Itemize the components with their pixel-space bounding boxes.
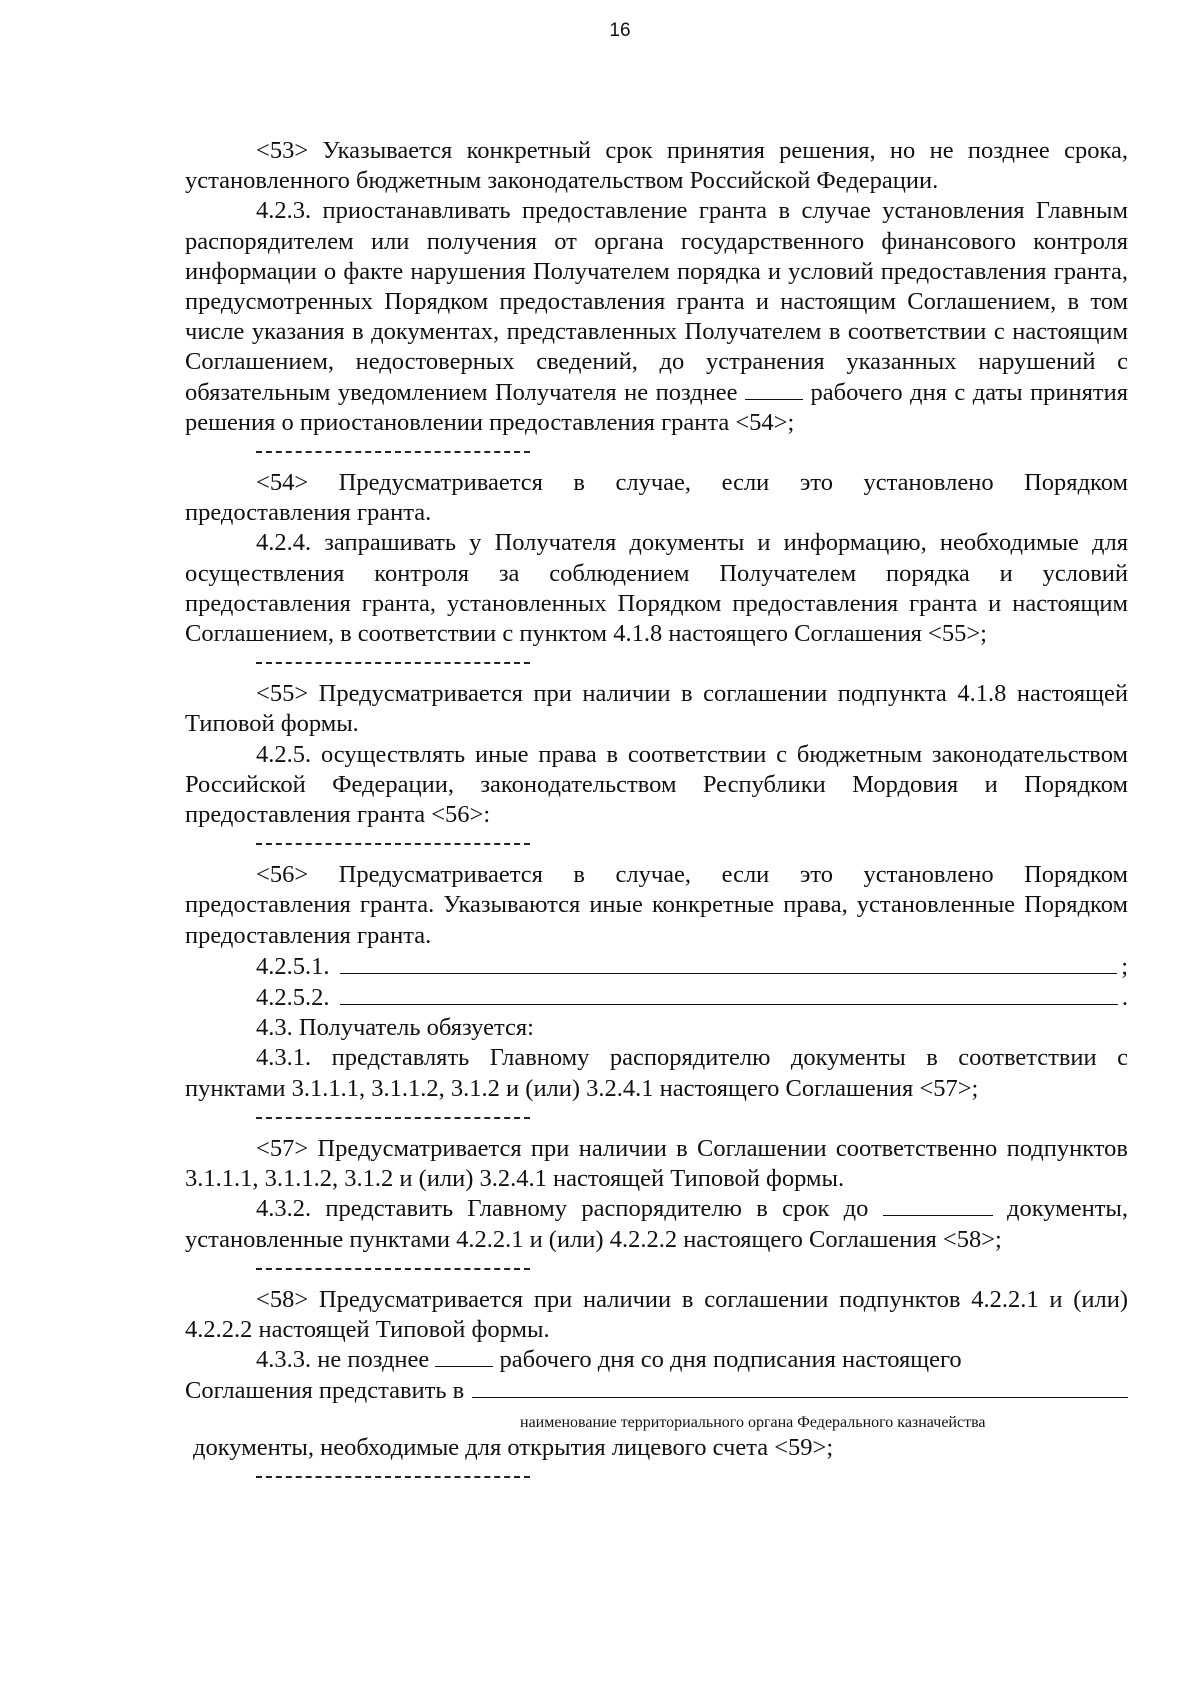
paragraph-text: 4.3. Получатель обязуется: — [256, 1014, 534, 1042]
paragraph — [185, 1013, 1128, 1043]
blank-line — [340, 982, 1118, 1005]
footnote-separator — [185, 1104, 1128, 1134]
blank-line — [472, 1375, 1128, 1398]
blank-field — [435, 1346, 493, 1367]
paragraph-text: <55> Предусматривается при наличии в соглашении подпункта 4.1.8 настоящей Типовой формы. — [185, 680, 1128, 738]
paragraph-text: <58> Предусматривается при наличии в соглашении подпунктов 4.2.2.1 и (или) 4.2.2.2 настоящей Типовой формы. — [185, 1285, 1128, 1343]
paragraph — [185, 468, 1128, 528]
paragraph-text-continued: рабочего дня с даты принятия решения о приостановлении предоставления гранта <54>; — [185, 378, 1129, 436]
paragraph — [185, 528, 1128, 649]
blank-line — [340, 951, 1118, 974]
paragraph — [185, 1345, 1128, 1375]
document-body — [185, 136, 1128, 1493]
footnote-separator — [185, 438, 1128, 468]
item-number: 4.2.5.1. — [256, 952, 330, 980]
paragraph — [185, 1043, 1128, 1103]
paragraph-text-continued: документы, установленные пунктами 4.2.2.1 и (или) 4.2.2.2 настоящего Соглашения <58>; — [185, 1195, 1128, 1253]
fill-line-item — [185, 982, 1128, 1013]
item-number: 4.2.5.2. — [256, 984, 330, 1012]
paragraph-text: 4.2.5. осуществлять иные права в соответствии с бюджетным законодательством Российской Федерации, законодательством Республики Мордовия и Порядком предоставления гранта <56>: — [185, 740, 1128, 829]
page-number: 16 — [609, 20, 631, 41]
paragraph-text: <57> Предусматривается при наличии в Соглашении соответственно подпунктов 3.1.1.1, 3.1.1.2, 3.1.2 и (или) 3.2.4.1 настоящей Типовой формы. — [185, 1134, 1128, 1193]
paragraph-text: 4.3.2. представить Главному распорядителю в срок до — [256, 1195, 883, 1223]
blank-field — [745, 379, 803, 400]
paragraph-text: <53> Указывается конкретный срок принятия решения, но не позднее срока, установленного бюджетным законодательством Российской Федерации. — [185, 137, 1128, 195]
paragraph — [185, 679, 1128, 739]
field-caption: наименование территориального органа Федерального казначейства — [520, 1413, 986, 1431]
paragraph-text: Соглашения представить в — [185, 1377, 465, 1405]
footnote-separator — [185, 649, 1128, 679]
footnote-separator — [185, 830, 1128, 860]
paragraph-text-continued: рабочего дня со дня подписания настоящего — [493, 1346, 962, 1374]
paragraph-text: 4.2.4. запрашивать у Получателя документы и информацию, необходимые для осуществления контроля за соблюдением Получателем порядка и условий предоставления гранта, установленных Порядком предоставления гранта и настоящим Соглашением, в соответствии с пунктом 4.1.8 настоящего Соглашения <55>; — [185, 529, 1128, 648]
line-end-punctuation: . — [1121, 984, 1128, 1012]
blank-field — [883, 1195, 993, 1216]
footnote-separator — [185, 1463, 1128, 1493]
paragraph — [185, 1194, 1128, 1254]
paragraph-text: <56> Предусматривается в случае, если это установлено Порядком предоставления гранта. Указываются иные конкретные права, установленные Порядком предоставления гранта. — [185, 861, 1128, 949]
fill-line-item — [185, 951, 1128, 982]
line-end-punctuation: ; — [1121, 952, 1128, 980]
paragraph — [185, 136, 1128, 196]
paragraph-text: <54> Предусматривается в случае, если это установлено Порядком предоставления гранта. — [185, 469, 1128, 527]
fill-line-inline — [185, 1375, 1128, 1406]
footnote-separator — [185, 1255, 1128, 1285]
paragraph-text: 4.2.3. приостанавливать предоставление гранта в случае установления Главным распорядителем или получения от органа государственного финансового контроля информации о факте нарушения Получателем порядка и условий предоставления гранта, предусмотренных Порядком предоставления гранта и настоящим Соглашением, в том числе указания в документах, представленных Получателем в соответствии с настоящим Соглашением, недостоверных сведений, до устранения указанных нарушений с обязательным уведомлением Получателя не позднее — [185, 197, 1128, 406]
paragraph — [185, 1134, 1128, 1194]
paragraph — [185, 196, 1128, 438]
paragraph — [185, 740, 1128, 831]
paragraph — [185, 1285, 1128, 1345]
paragraph-text: 4.3.3. не позднее — [256, 1346, 436, 1374]
paragraph-text: 4.3.1. представлять Главному распорядителю документы в соответствии с пунктами 3.1.1.1, 3.1.1.2, 3.1.2 и (или) 3.2.4.1 настоящего Соглашения <57>; — [185, 1044, 1128, 1102]
paragraph: документы, необходимые для открытия лицевого счета <59>; — [193, 1433, 834, 1461]
paragraph — [185, 860, 1128, 951]
